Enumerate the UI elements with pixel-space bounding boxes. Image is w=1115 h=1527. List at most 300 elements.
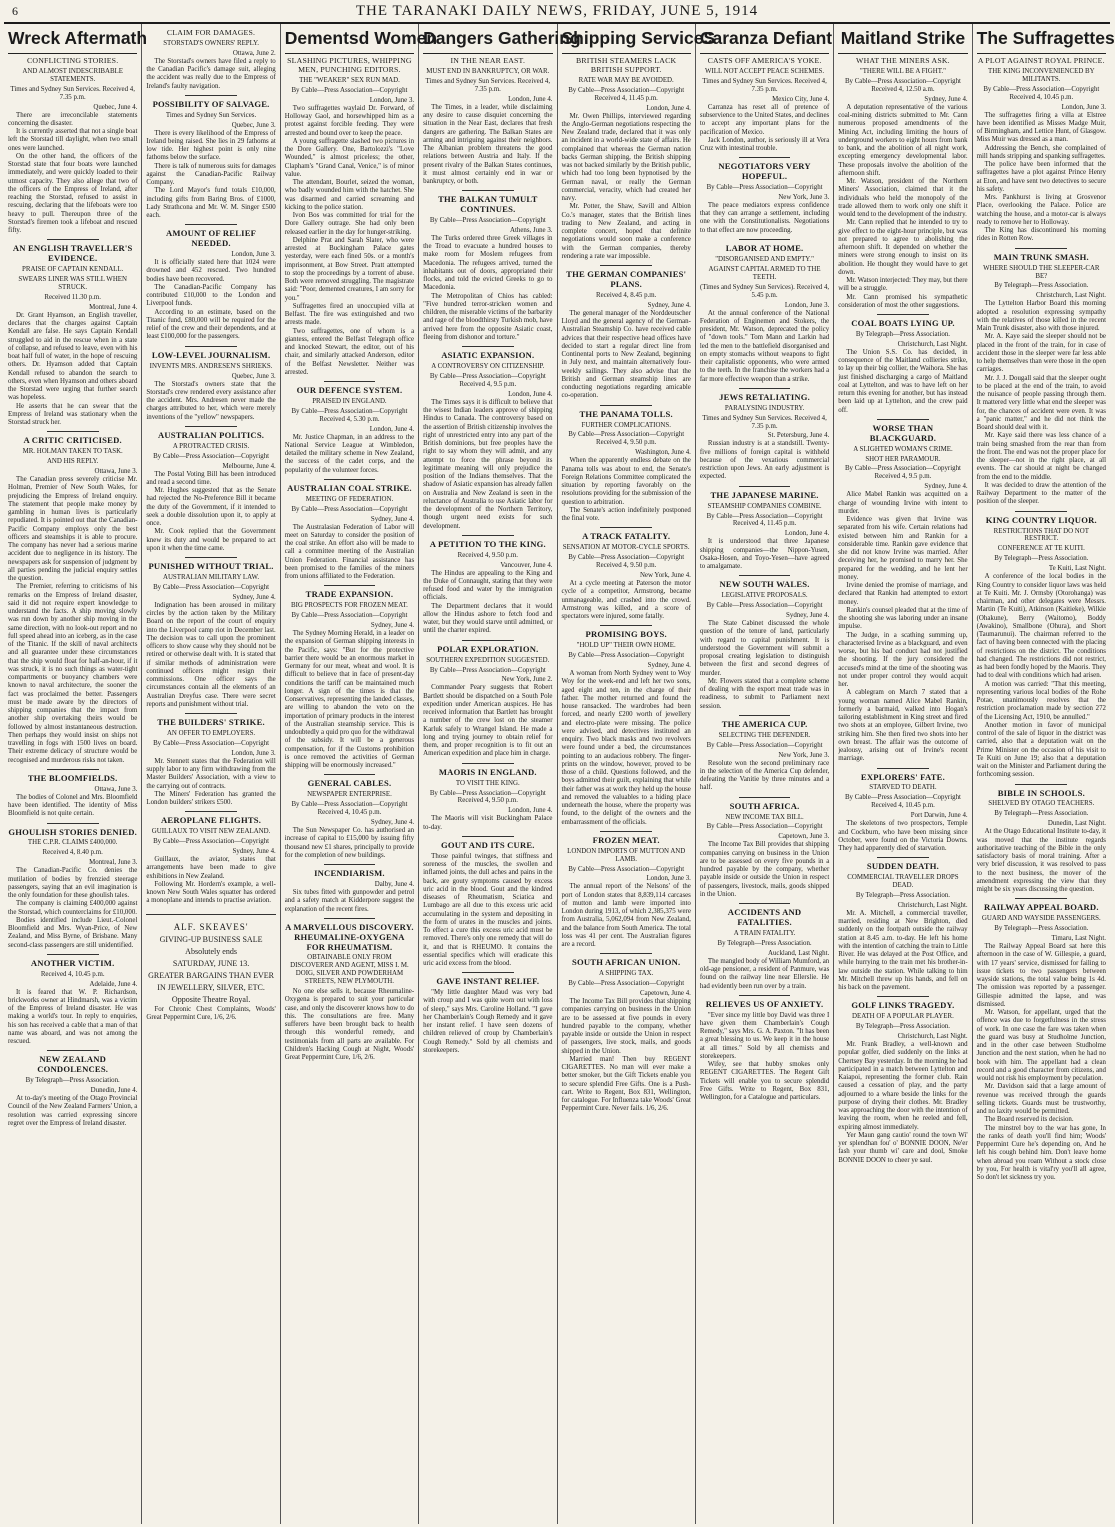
article [285,585,414,770]
article-divider [1015,784,1067,785]
article-paragraph: Those painful twinges, that stiffness and soreness of the muscles, the swollen and inflamed joints, the dull aches and pains in the back, are gouty symptoms caused by excess uric acid in the blood. Gout and the kindred diseases of Rheumatism, Sciatica and Lumbago are all due to this excess uric acid accumulating in the system and depositing in the form of urates in the muscles and joints. To effect a cure this excess uric acid must be removed. There's only one remedy that will do it, and that is RHEUMO. It contains the essential specifics which will eradicate this uric acid excess from the blood. [423,852,553,968]
article-heading: PROMISING BOYS. [585,629,667,640]
article-paragraph: The Judge, in a scathing summing up, characterised Irvine as a blackguard, and even worse, but his bad conduct had not justified the shooting. If the jury considered the accused's mind at the time of the shooting was not under proper control they would acquit her. [838,631,968,689]
article-paragraph: Mr. A. Kaye said the sleeper should not be placed in the front of the train, for in case of accident those in the sleeper were far less able to help themselves than were those in the open carriages. [976,333,1106,374]
article-credit: By Cable—Press Association—Copyright [153,583,270,591]
article-credit: By Cable—Press Association—Copyright Received 4, 10.45 p.m. [983,85,1100,101]
article-heading: LOW-LEVEL JOURNALISM. [151,349,271,360]
article-subheading: AND ALMOST INDESCRIBABLE STATEMENTS. [22,67,123,83]
article-heading: PUNISHED WITHOUT TRIAL. [148,561,274,572]
article-paragraph: The skeletons of two prospectors, Temple and Cockburn, who have been missing since October, were found on the Victoria Downs. They had apparently died of starvation. [838,820,968,853]
article-dateline: Melbourne, June 4. [222,462,276,470]
article-heading: IN THE NEAR EAST. [450,56,526,65]
article-credit: By Cable—Press Association—Copyright Received 4, 12.50 a.m. [844,77,961,93]
article-dateline: Christchurch, Last Night. [897,340,968,348]
article [562,527,691,621]
article-subheading: SENSATION AT MOTOR-CYCLE SPORTS. [562,544,690,552]
article-paragraph: The Metropolitan of Chios has cabled: "Five hundred terror-stricken women and children, the miserable victims of the barbarity and rage of the bloodthirsty Turkish mob, have arrived here from the opposite Asiatic coast, fleeing from dishonor and torture." [423,292,553,341]
column-3 [281,24,438,1524]
article-paragraph: The Postal Voting Bill has been introduced and read a second time. [146,470,276,486]
article-heading: THE AMERICA CUP. [721,718,808,729]
column-banner: Shipping ServiceS [562,26,691,54]
article-heading: THE PANAMA TOLLS. [579,408,673,419]
article-paragraph: Mr. Flowers stated that a complete scheme of dealing with the export meat trade was in readiness, to submit to Parliament next session. [699,677,830,710]
article-divider [1015,511,1067,512]
article-credit: By Cable—Press Association—Copyright [429,666,546,674]
article-dateline: Athens, June 3. [510,226,553,234]
article-subheading: THE C.P.R. CLAIMS £400,000. [27,839,118,847]
article-dateline: London, June 3. [784,301,830,309]
article-subheading: RESTRICTIONS THAT DO NOT RESTRICT. [993,527,1089,543]
article-paragraph: The Income Tax Bill provides that shipping companies carrying on business in the Union are to be assessed at five pounds in every hundred payable to the company, whether payable inside or outside the Union in respect of passengers, live stock, mails, and goods shipped in the Union. [561,998,691,1055]
article-paragraph: Addressing the Bench, she complained of mill hands stripping and spanking suffragettes. [976,144,1106,160]
article-credit: By Telegraph—Press Association. [855,1023,950,1031]
article-paragraph: Bodies identified include Lieut.-Colonel Bloomfield and Mrs. Wyan-Price, of New Zealand, and Miss Byrne, of Brisbane. Many second-class passengers are still unidentified. [8,916,138,949]
article-paragraph: The Storstad's owners have filed a reply to the Canadian Pacific's damage suit, alleging the accident was really due to the Empress of Ireland's faulty navigation. [146,57,276,90]
article-paragraph: A young suffragette slashed two pictures in the Dore Gallery. One, Bartolozzi's "Love Wounded," is almost priceless; the other, Clapham's "Grand Canal, Venice," is of minor value. [284,137,415,178]
article-dateline: Christchurch, Last Night. [897,901,968,909]
article [8,823,137,950]
article-credit: By Telegraph—Press Association. [25,1077,120,1085]
article-paragraph: Russian industry is at a standstill. Twenty-five millions of foreign capital is withheld because of the vexatious commercial restriction upon Jews. An early adjustment is expected. [699,440,830,481]
article-heading: THE BLOOMFIELDS. [27,772,118,783]
article [700,797,829,900]
article-subheading: A SHIPPING TAX. [599,970,654,978]
article [8,431,137,765]
article-heading: POLAR EXPLORATION. [437,643,539,654]
article-credit: By Cable—Press Association—Copyright [153,838,270,846]
article-heading: THE BUILDERS' STRIKE. [157,717,265,728]
article-dateline: London, June 3. [646,875,691,883]
article-dateline: Sydney, June 4. [370,515,415,523]
article-dateline: London, June 4. [508,390,553,398]
article [146,346,275,422]
article-divider [185,426,237,427]
article-subheading: COMMERCIAL TRAVELLER DROPS DEAD. [847,874,959,890]
article-dateline: Sydney, June 4. [647,662,691,670]
article [838,419,967,764]
article-divider [47,239,99,240]
article-heading: THE BALKAN TUMULT CONTINUES. [438,194,538,215]
article-subheading: GUARD AND WAYSIDE PASSENGERS. [981,915,1101,923]
article-dateline: Timaru, Last Night. [1051,935,1106,943]
article-paragraph: The minstrel boy to the war has gone, In the ranks of death you'll find him; Woods' Peppermint Cure he's depending on, And he left his cough behind him. Don't leave home when abroad you roam Without a stock close by you, For health is vital'ry you'll all agree, So don't let sickness try you. [976,1124,1106,1182]
article-dateline: London, June 3. [231,749,276,757]
article [146,426,275,553]
article [146,557,275,709]
article-divider [324,918,376,919]
article [562,625,691,827]
article-heading: CLAIM FOR DAMAGES. [166,28,256,37]
article-subheading: NEWSPAPER ENTERPRISE. [307,791,392,799]
article [423,190,552,342]
article-divider [185,224,237,225]
article-paragraph: A conference of the local bodies in the King Country to consider liquor laws was held at Te Kuiti. Mr. J. Ormsby (Otorohanga) was chairman, and other delegates were Messrs. Martin (Te Kuiti), Atkinson (Kaitieke), Wilkie (Ohakune), Berry (Waitomo), Boddy (Awakino), Smallbone (Ohura), and Short (Taumarunui). The chairman referred to the fact of having been connected with the placing of restrictions on the district. The conditions had changed. The restrictions did not restrict, as had been fondly hoped by the Maoris. They had to deal with conditions which had arisen. [976,573,1106,680]
article-heading: OUR DEFENCE SYSTEM. [296,385,403,396]
article [285,918,414,1063]
article-divider [1015,898,1067,899]
article-paragraph: It is currently asserted that not a single boat left the Storstad till daylight, when two small ones were launched. [8,128,138,152]
article-dateline: Sydney, June 4. [370,622,415,630]
article [977,784,1106,895]
article-heading: SOUTH AFRICA. [729,800,800,811]
article-paragraph: Jack London, author, is seriously ill at Vera Cruz with intestinal trouble. [699,136,830,153]
article-paragraph: Two suffragettes, one of whom is a giantess, entered the Belfast Telegraph office and knocked Stewart, the editor, out of his chair, and similarly attacked Anderson, editor of the Belfast Newsletter. Neither was arrested. [284,327,415,376]
ad-line: GREATER BARGAINS THAN EVER IN JEWELLERY, SILVER, ETC. [148,971,274,993]
article-paragraph: It is officially stated here that 1024 were drowned and 452 rescued. Two hundred bodies have been recovered. [146,259,276,283]
article-credit: By Telegraph—Press Association. [855,892,950,900]
article-divider [600,527,652,528]
article-subheading: MUST END IN BANKRUPTCY, OR WAR. [426,67,550,75]
article-divider [185,346,237,347]
article-heading: AMOUNT OF RELIEF NEEDED. [166,228,257,249]
article-divider [462,190,514,191]
article-divider [462,836,514,837]
article-credit: By Cable—Press Association—Copyright Received 4, 11.45 p.m. [706,512,823,528]
article-heading: RAILWAY APPEAL BOARD. [983,902,1099,913]
article-paragraph: Mr. Justice Chapman, in an address to the National Service League at Wimbledon, detailed the military scheme in New Zealand, the success of the cadet corps, and the popularity of the volunteer forces. [284,433,415,474]
article-subheading: THE KING INCONVENIENCED BY MILITANTS. [988,67,1095,83]
article-heading: AUSTRALIAN COAL STRIKE. [287,482,412,493]
article-dateline: New York, June 3. [778,751,830,759]
article-subheading: A CONTROVERSY ON CITIZENSHIP. [431,363,545,371]
article-paragraph: The suffragettes firing a villa at Elstree have been identified as Misses Madge Muir, of Birmingham, and Lettice Hunt, of Glasgow. Miss Muir was dressed as a man. [976,111,1106,144]
article-subheading: "THERE WILL BE A FIGHT." [859,67,946,75]
article-heading: SLASHING PICTURES, WHIPPING MEN, PUNCHING EDITORS. [287,56,412,74]
article-dateline: Sydney, June 4. [232,848,276,856]
article-paragraph: Mr. Cann promised his sympathetic consideration of most the other suggestions. [838,293,968,309]
article-divider [324,381,376,382]
article [838,57,967,310]
column-5 [558,24,716,1524]
article-credit: Times and Sydney Sun Services. Received 4, 7.35 p.m. [702,414,827,430]
article-paragraph: Commander Peary suggests that Robert Bartlett should be dispatched on a South Pole expedition under American auspices. He has received information that Bartlett has brought a number of the crew lost on the steamer Karluk safely to Wrangel Island. He made a long and trying journey to obtain relief for them, and proper recognition is to fit out an American expedition and place him in charge. [423,684,553,758]
article [8,769,137,819]
article-subheading: AUSTRALIAN MILITARY LAW. [162,573,260,581]
article [977,511,1106,780]
column-6 [696,24,834,1524]
article-paragraph: It is understood that three Japanese shipping companies—the Nippon-Yusen, Osaka-Hosen, and Toyo-Yesen—have agreed to amalgamate. [699,538,830,571]
article-divider [600,625,652,626]
article-heading: GHOULISH STORIES DENIED. [8,826,137,837]
article-dateline: London, June 3. [1061,103,1106,111]
article-divider [877,314,929,315]
article [285,479,414,582]
article-paragraph: The attendant, Bourlet, seized the woman, who badly wounded him with the hatchet. She was disarmed and carried screaming and kicking to the police station. [284,179,415,211]
article-subheading: STEAMSHIP COMPANIES COMBINE. [707,502,822,510]
article-paragraph: "Ever since my little boy David was three I have given them Chamberlain's Cough Remedy," says Mrs. G. A. Paxton. "It has been a great blessing to us. We keep it in the house at all times." Sold by all chemists and storekeepers. [699,1011,830,1060]
article-dateline: Quebec, June 3. [231,372,276,380]
article-credit: By Cable—Press Association—Copyright Received 4, 11.45 p.m. [568,86,685,102]
article-dateline: Mexico City, June 4. [772,95,830,103]
article-credit: Received 4, 10.45 p.m. [40,970,105,978]
article-heading: AN ENGLISH TRAVELLER'S EVIDENCE. [12,243,133,264]
article-paragraph: Indignation has been aroused in military circles by the action taken by the Military Board on the report of the court of enquiry into the Liverpool camp riot in December last. The decision was to call upon the prominent officers to show cause why they should not be retired or otherwise dealt with. It is stated that if similar methods of administration were continued officers might resign their commissions. One officer says the circumstances contain all the elements of an Australian Dreyfus case. There were secret reports and punishment without trial. [146,601,276,708]
article-credit: By Cable—Press Association—Copyright [706,823,823,831]
article [562,265,691,400]
article [146,95,275,221]
article-dateline: Sydney, June 4. [924,95,968,103]
article-subheading: MR. HOLMAN TAKEN TO TASK. [22,448,123,456]
article [700,903,829,991]
article [285,864,414,914]
article-paragraph: The Canadian-Pacific Company has contributed £10,000 to the London and Liverpool funds. [146,283,276,308]
article-dateline: Washington, June 4. [635,449,691,457]
article-paragraph: Mr. Cann replied that he intended to try to give effect to the eight-hour principle, but was not prepared to agree to abolishing the afternoon shift. It depended on whether the miners were strong enough to insist on its abolition. He thought they would have to get down. [838,219,968,276]
article-credit: Received 4, 9.50 p.m. [457,551,518,559]
article-dateline: Quebec, June 4. [93,103,138,111]
article-paragraph: Wifey, see that hubby smokes only REGENT CIGARETTES. The Regent Gift Tickets will enable you to secure splendid Free Gifts. Write to Regent, Box 831, Wellington, for a Catalogue and particulars. [699,1061,830,1102]
article-paragraph: Mr. J. J. Dougall said that the sleeper ought to be placed at the end of the train, to avoid the nuisance of people passing through them. It mattered very little what end the sleeper was for, the chances of accident were even. It was a "panic matter," and he did not think the Board should deal with it. [976,374,1106,432]
article-dateline: Dunedin, June 4. [90,1087,138,1095]
article-paragraph: A deputation representative of the various coal-mining districts submitted to Mr. Cann numerous proposed amendments of the Mining Act, including limiting the hours of underground workers to eight hours from bank to bank, and the abolition of all night work, excepting emergency developmental labor. These proposals involve the abolition of the afternoon shift. [838,103,968,177]
page-number: 6 [12,4,19,18]
article-paragraph: Mr. Hughes suggested that as the Senate had rejected the No-Preference Bill it became the duty of the Government, if it intended to seek a double dissolution upon it, to apply at once. [146,487,276,528]
article-subheading: PRAISE OF CAPTAIN KENDALL. [22,266,124,274]
article-heading: WHAT THE MINERS ASK. [856,56,950,65]
article-paragraph: A motion was carried: "That this meeting, representing various local bodies of the Rohe Potae, unanimously resolves that the restriction proclamation made by section 272 of the Licensing Act, 1910, be annulled." [976,680,1106,721]
article-heading: MAORIS IN ENGLAND. [438,766,537,777]
article-paragraph: The annual report of the Nelsons' of the port of London states that 8,839,114 carcases of mutton and lamb were imported into London during 1913, of which 2,385,375 were from Australia, 5,062,094 from New Zealand, and the balance from South America. The total loss was 41 per cent. The Australian figures are a record. [561,883,691,949]
article [700,995,829,1103]
article-heading: THE GERMAN COMPANIES' PLANS. [566,269,687,290]
article-subheading: WHERE SHOULD THE SLEEPER-CAR BE? [983,264,1100,280]
article-heading: BRITISH STEAMERS LACK BRITISH SUPPORT. [576,56,677,74]
article [423,763,552,832]
article-heading: KING COUNTRY LIQUOR. [985,514,1097,525]
article-paragraph: Suffragettes fired an unoccupied villa at Belfast. The fire was extinguished and two arrests made. [284,302,415,327]
article-paragraph: The Railway Appeal Board sat here this afternoon in the case of W. Gillespie, a guard, with 17 years' service, dismissed for failing to issue tickets to two passengers between wayside stations, the total value being 1s 4d. The omission was reported by a passenger. Gillespie admitted the lapse, and was dismissed. [976,943,1106,1008]
article-paragraph: The Turks ordered three Greek villages in the Troad to evacuate a hundred houses to make room for Moslem refugees from Macedonia. The refugees arrived, turned the inhabitants out of doors, appropriated their flocks, and told the evicted Greeks to go to Macedonia. [423,234,553,292]
article-dateline: Adelaide, June 4. [89,980,138,988]
article [146,713,275,807]
advertisement [146,914,275,1023]
article-dateline: St. Petersburg, June 4. [767,432,830,440]
article-divider [877,768,929,769]
article [700,157,829,235]
article-divider [739,388,791,389]
article-paragraph: The King has discontinued his morning rides in Rotten Row. [976,227,1106,243]
article-paragraph: Alice Mabel Rankin was acquitted on a charge of wounding Irvine with intent to murder. [838,491,968,515]
article-heading: GAVE INSTANT RELIEF. [436,976,540,987]
article-heading: RELIEVES US OF ANXIETY. [705,998,824,1009]
article-dateline: Auckland, Last Night. [768,949,830,957]
article-dateline: London, June 3. [231,251,276,259]
article-dateline: New York, June 2. [501,676,553,684]
article-heading: SOUTH AFRICAN UNION. [572,957,681,968]
article-heading: ANOTHER VICTIM. [30,957,115,968]
article-subheading: A SLIGHTED WOMAN'S CRIME. [853,445,953,453]
article-subheading: AN OFFER TO EMPLOYERS. [166,729,256,737]
article-divider [739,797,791,798]
article-credit: By Telegraph—Press Association. [994,925,1089,933]
ad-line: ALF. SKEAVES' [173,921,249,932]
article-paragraph: According to an estimate, based on the Titanic fund, £80,000 will be required for the relief of the crew and their dependents, and at least £100,000 for the passengers. [146,308,276,341]
article-heading: JEWS RETALIATING. [719,391,811,402]
article [700,239,829,384]
article-heading: EXPLORERS' FATE. [860,771,945,782]
article-divider [462,763,514,764]
article-dateline: Vancouver, June 4. [500,561,553,569]
article-credit: By Cable—Press Association—Copyright Received 4, 5.30 p.m. [291,407,408,423]
ad-line: Opposite Theatre Royal. [171,995,251,1005]
article [8,57,137,235]
article-divider [47,431,99,432]
article-divider [462,972,514,973]
article-heading: GOLF LINKS TRAGEDY. [851,1000,955,1011]
article-paragraph: At the Otago Educational Institute to-day, it was moved that the institute regards authoritative teaching of the Bible in the only satisfactory basis of moral training. After a very brief discussion, it was resolved to pass to the next business, the mover of the amendment expressing the view that they might be six years discussing the question. [976,828,1106,894]
article-credit: By Cable—Press Association—Copyright [706,184,823,192]
article-dateline: Sydney, June 4. [647,301,691,309]
article [700,575,829,711]
article-subheading: TO VISIT THE KING. [455,779,520,787]
article-paragraph: When the apparently endless debate on the Panama tolls was about to end, the Senate's Foreign Relations Committee complicated the situation by reporting favorably on the resolutions providing for the submission of the question to arbitration. [561,457,691,506]
article-subheading: OBTAINABLE ONLY FROM DISCOVERER AND AGENT, MISS I. M. DOIG, SILVER AND POWDERHAM STREETS, NEW PLYMOUTH. [290,954,409,986]
article-divider [324,864,376,865]
article-paragraph: On the other hand, the officers of the Storstad state that four boats were launched immediately, and were quickly loaded to their utmost capacity. They also allege that two of the officers of the Empress of Ireland, after reaching the Storstad, refused to assist in rescuing, declaring that the lifeboats were too heavy to pull. Thereupon three of the Storstad's firemen took a lifeboat and rescued fifty. [8,152,138,235]
article-paragraph: Rankin's counsel pleaded that at the time of the shooting she was laboring under an insane impulse. [838,606,968,631]
article-paragraph: At to-day's meeting of the Otago Provincial Council of the New Zealand Farmers' Union, a resolution was carried expressing sincere regret over the Empress of Ireland disaster. [8,1095,138,1127]
article-paragraph: Resolute won the second preliminary race in the selection of the America Cup defender, defeating the Vanitie by three minutes and a half. [699,759,830,792]
article-paragraph: Mr. A. Mitchell, a commercial traveller, married, residing at New Brighton, died suddenly on the footpath outside the railway station at 8.45 a.m. to-day. He left his home with the intention of catching the train to Little River. He was delayed at the Post Office, and while hurrying to the train met his brother-in-law outside the station. While talking to him Mr. Mitchell threw up his hands, and fell on his back on the pavement. [838,909,968,992]
article-paragraph: The Senate's action indefinitely postponed the final vote. [561,506,691,523]
article-divider [324,585,376,586]
article [562,57,691,261]
article-credit: By Cable—Press Association—Copyright Received 4, 10.45 p.m. [844,794,961,810]
article-subheading: A TRAIN FATALITY. [733,929,796,937]
column-banner: The Suffragettes [977,26,1106,54]
article-paragraph: Mr. Owen Phillips, interviewed regarding the Anglo-German negotiations respecting the New Zealand trade, declared that it was only an incident in a world-wide state of affairs. He complained that whereas the German nation backs German shipping, the British shipping was not backed similarly by the British public, which had too long been hypnotised by the German naval, or really the German commercial, veracity, which had created her navy. [561,112,691,203]
article-dateline: Dunedin, Last Night. [1047,820,1106,828]
article-heading: THE JAPANESE MARINE. [710,489,819,500]
article-paragraph: It is feared that W. P. Richardson, brickworks owner at Hindmarsh, was a victim of the Empress of Ireland disaster. He was making a world's tour. In reply to enquiries, his son has received a cable that a man of that name was aboard, and was not among the rescued. [8,988,138,1046]
article-divider [739,239,791,240]
article-dateline: London, June 4. [508,807,553,815]
column-4 [419,24,581,1524]
article-paragraph: The State Cabinet discussed the whole question of the tenure of land, particularly with regard to capital punishment. It is understood the Government will submit a proposal creating legislation to distinguish between the first and second degrees of murder. [699,620,830,677]
article-paragraph: At the annual conference of the National Federation of Enginemen and Stokers, the president, Mr. Watson, deprecated the policy of "down tools." Tom Mann and Larkin had led the men to the battlefield disorganised and on empty stomachs without weapons to fight their capitalistic opponents, who were armed to the teeth. In the franchise the workers had a far more effective weapon than a strike. [699,309,830,383]
article-credit: Times and Sydney Sun Services. Received 4, 7.35 p.m. [10,85,135,101]
article [700,715,829,793]
article-paragraph: Guillaux, the aviator, states that arrangements have been made to give exhibitions in New Zealand. [146,856,276,880]
article-dateline: Christchurch, Last Night. [1035,292,1106,300]
article-dateline: Sydney, June 4. [370,819,415,827]
article-paragraph: Yer Maun gang cautio' round the town Wi' yer splendhan fou' o' BONNIE DOON, Ne'er fash your thumb wi' care and dool, Smoke BONNIE DOON to cheer ye saul. [838,1131,968,1164]
article-paragraph: Mr. Kaye said there was less chance of a train being smashed from the rear than from the front. The end was not the proper place for the sleeper—not in the right place, at all events. The car should at night be changed from the end to the middle. [976,432,1106,481]
article-subheading: BIG PROSPECTS FOR FROZEN MEAT. [291,602,408,610]
article [146,29,275,91]
ad-line: Absolutely ends [185,947,237,957]
column-8 [973,24,1115,1524]
article-subheading: RATE WAR MAY BE AVOIDED. [578,76,674,84]
article-heading: ACCIDENTS AND FATALITIES. [727,907,802,928]
ad-footer: For Chronic Chest Complaints, Woods' Great Peppermint Cure, 1/6, 2/6. [146,1006,276,1022]
article-credit: Times and Sydney Sun Services. Received 4, 7.35 p.m. [702,77,827,93]
article [285,57,414,377]
article [285,774,414,860]
article-subheading: FURTHER COMPLICATIONS. [581,421,671,429]
article-subheading: SHOT HER PARAMOUR. [865,455,941,463]
article-credit: By Cable—Press Association—Copyright [568,865,685,873]
article-divider [600,405,652,406]
article-divider [185,811,237,812]
article-heading: SUDDEN DEATH. [866,861,940,872]
article-heading: GENERAL CABLES. [307,778,392,789]
article [423,640,552,759]
article-subheading: STARVED TO DEATH. [869,784,937,792]
article-heading: NEGOTIATORS VERY HOPEFUL. [718,161,811,182]
article [977,248,1106,507]
article-paragraph: Mr. Stennett states that the Federation will supply labor to any firm withdrawing from the Master Builders' Association, with a view to the carrying out of contracts. [146,757,276,790]
article-divider [462,640,514,641]
article [285,381,414,475]
article-dateline: Capetown, June 4. [639,990,691,998]
article-divider [47,823,99,824]
article-paragraph: The general manager of the Norddeutscher Lloyd and the general agency of the German-Australian Steamship Co. have received cable advices that their respective head offices have decided to start a regular direct line from Continental ports to New Zealand, beginning in July next, and maintain alternatively four-weekly sailings. They also advise that the British and German steamship lines are conducting negotiations regarding amicable co-operation. [561,309,691,400]
article-paragraph: The peace mediators express confidence that they can arrange a settlement, including one with the Constitutionalists. Negotiations to that effect are now proceeding. [699,201,830,234]
column-banner: Dementsd Women [285,26,414,54]
article-subheading: AGAINST CAPITAL ARMED TO THE TEETH. [708,265,821,281]
article-paragraph: Mr. Cook replied that the Government knew its duty and would be prepared to act upon it when the time came. [146,528,276,552]
article-credit: By Cable—Press Association—Copyright Received 4, 10.45 p.m. [291,801,408,817]
article-subheading: AND HIS REPLY. [46,458,99,466]
article-divider [185,713,237,714]
article-credit: By Cable—Press Association—Copyright Received 4, 9.50 p.m. [429,789,546,805]
article-dateline: Ottawa, June 3. [94,785,138,793]
column-1 [4,24,148,1524]
article-subheading: SHELVED BY OTAGO TEACHERS. [988,800,1095,808]
article-divider [739,715,791,716]
article-credit: By Cable—Press Association—Copyright Received 4, 9.5 p.m. [429,373,546,388]
article [8,239,137,427]
article-credit: By Cable—Press Association—Copyright [568,980,685,988]
ad-line: SATURDAY, JUNE 13. [172,959,250,969]
article-paragraph: A cablegram on March 7 stated that a young woman named Alice Mabel Rankin, formerly a barmaid, walked into Hogan's tailoring establishment in King street and fired two shots at an employee, Gilbert Irvine, two striking him. She then fired two shots into her own breast. The affair was the outcome of jealousy, arising out of Irvine's recent marriage. [838,689,968,763]
article-heading: A PLOT AGAINST ROYAL PRINCE. [977,56,1105,65]
article-paragraph: Irvine denied the promise of marriage, and declared that Rankin had attempted to extort money. [838,582,968,606]
article-credit: By Telegraph—Press Association. [994,810,1089,818]
article-credit: By Cable—Press Association—Copyright [568,652,685,660]
article-subheading: CONFERENCE AT TE KUITI. [997,545,1085,553]
article-heading: ASIATIC EXPANSION. [441,350,535,361]
article-dateline: London, June 3. [369,96,415,104]
article-credit: By Cable—Press Association—Copyright Received 4, 9.5 p.m. [844,465,961,481]
article [8,954,137,1047]
article-paragraph: Married man! Then buy REGENT CIGARETTES. No man will ever make a better smoker, but the Gift Tickets enable you to secure splendid Free Gifts. One is a Push-cart. Write to Regent, Box 831, Wellington, for catalogue. For Influenza take Woods' Great Peppermint Cure. Never fails. 1/6, 2/6. [561,1055,691,1113]
article-dateline: London, June 4. [784,530,830,538]
article [423,535,552,636]
article-subheading: SWEARS LINER WAS STILL WHEN STRUCK. [18,276,127,292]
article-credit: Received 11.30 p.m. [44,294,101,302]
article-divider [877,857,929,858]
article-dateline: Dalby, June 4. [374,881,415,889]
article-paragraph: The Maoris will visit Buckingham Palace to-day. [423,815,553,831]
article [838,314,967,415]
ad-line: GIVING-UP BUSINESS SALE [159,935,263,945]
article-paragraph: No one else sells it, because Rheumaline-Oxygena is prepared to suit your particular case, and only the discoverer knows how to do this. The consultations are free. Many sufferers have been brought back to health through this wonderful remedy, and testimonials from all parts are available. For Children's Hacking Cough at Night, Woods' Great Peppermint Cure, 1/6, 2/6. [284,988,415,1062]
article-credit: (Times and Sydney Sun Services). Received 4, 5.45 p.m. [700,283,830,299]
article-subheading: GUILLAUX TO VISIT NEW ZEALAND. [151,828,271,836]
article [146,811,275,905]
article-heading: FROZEN MEAT. [592,834,660,845]
article [700,486,829,572]
article [423,346,552,531]
article-dateline: Sydney, June 4. [924,483,968,491]
article-heading: GOUT AND ITS CURE. [440,839,535,850]
article-heading: MAIN TRUNK SMASH. [993,251,1089,262]
article [838,768,967,854]
article [838,996,967,1165]
